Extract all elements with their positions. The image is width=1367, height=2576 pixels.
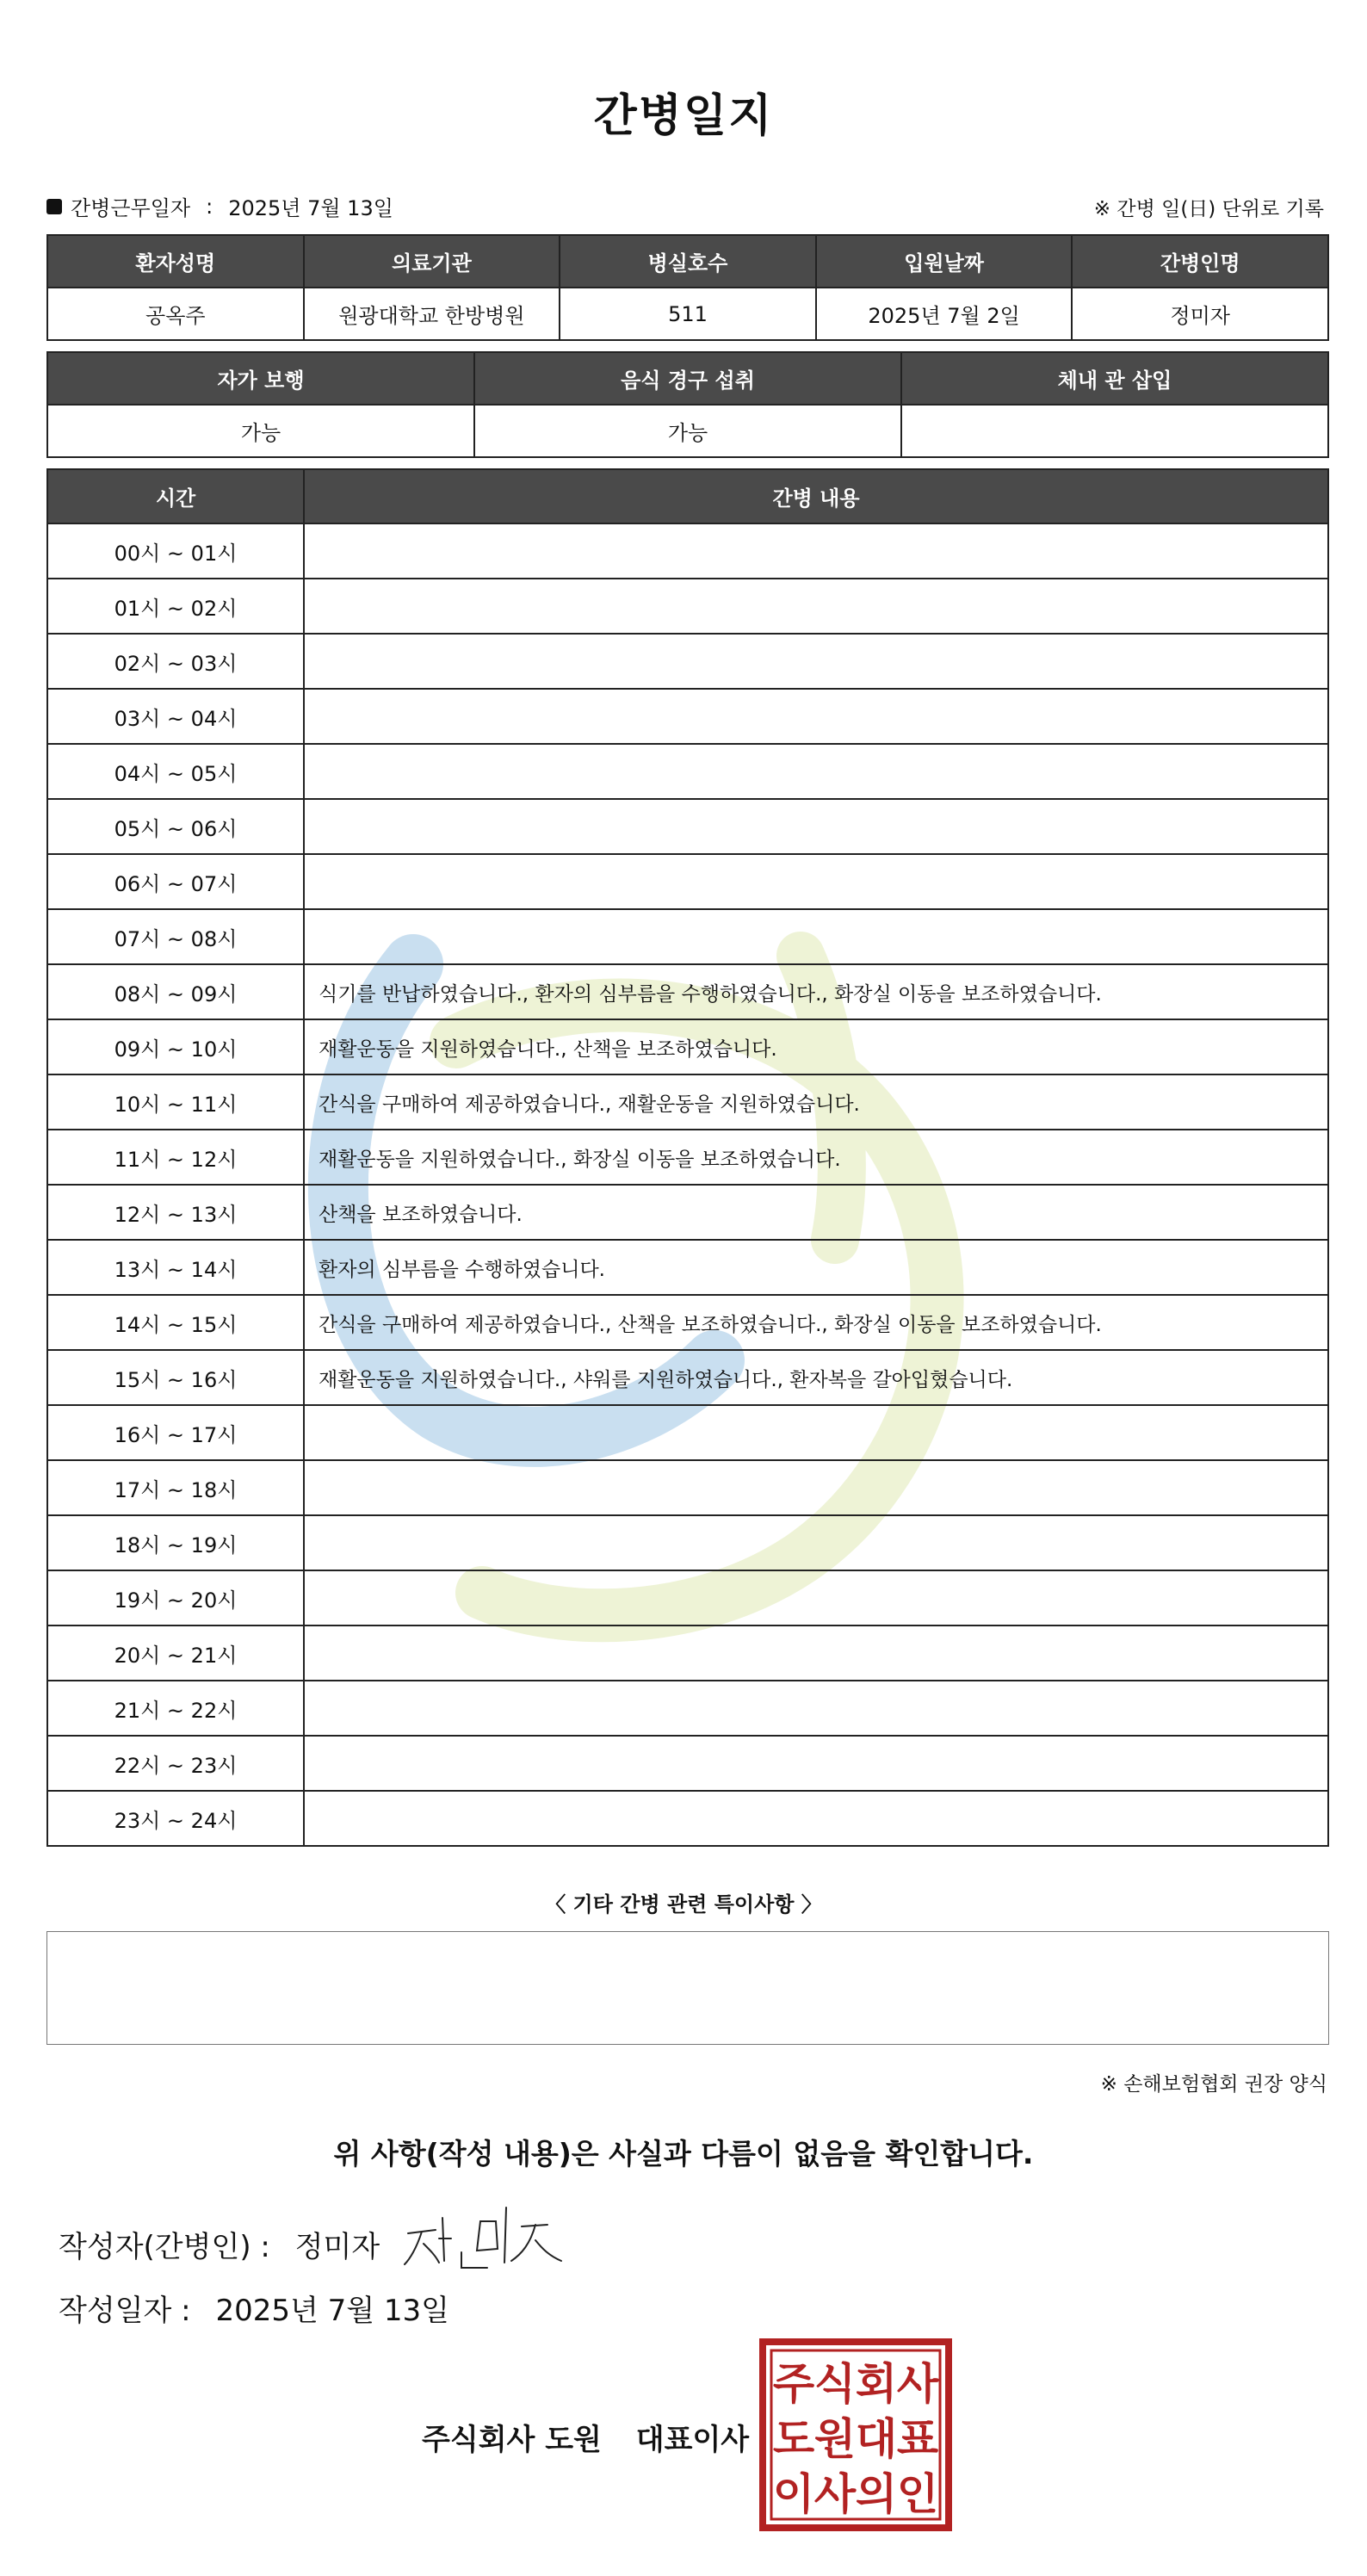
care-content xyxy=(304,1681,1328,1736)
care-content xyxy=(304,579,1328,634)
seal-character: 이 xyxy=(772,2469,815,2519)
company-title: 대표이사 xyxy=(635,2423,750,2457)
time-slot: 21시 ~ 22시 xyxy=(47,1681,304,1736)
care-content: 식기를 반납하였습니다., 환자의 심부름을 수행하였습니다., 화장실 이동을 보조하였습니다. xyxy=(304,964,1328,1019)
caregiver-name: 정미자 xyxy=(1072,288,1328,340)
care-content: 재활운동을 지원하였습니다., 화장실 이동을 보조하였습니다. xyxy=(304,1130,1328,1185)
time-slot: 16시 ~ 17시 xyxy=(47,1405,304,1460)
care-content xyxy=(304,1515,1328,1570)
header-self-walking: 자가 보행 xyxy=(47,352,474,405)
table-row xyxy=(47,1681,1328,1736)
header-patient-name: 환자성명 xyxy=(47,235,304,288)
table-row xyxy=(47,1625,1328,1681)
time-slot: 00시 ~ 01시 xyxy=(47,523,304,579)
care-content xyxy=(304,909,1328,964)
care-content: 간식을 구매하여 제공하였습니다., 재활운동을 지원하였습니다. xyxy=(304,1074,1328,1130)
table-row xyxy=(47,744,1328,799)
work-date-label: 간병근무일자 xyxy=(71,196,191,220)
seal-character: 도 xyxy=(772,2414,815,2464)
table-row xyxy=(47,634,1328,689)
write-date-label: 작성일자 : xyxy=(59,2294,191,2328)
time-slot: 07시 ~ 08시 xyxy=(47,909,304,964)
time-slot: 13시 ~ 14시 xyxy=(47,1240,304,1295)
time-slot: 05시 ~ 06시 xyxy=(47,799,304,854)
seal-character: 인 xyxy=(896,2469,939,2519)
header-tube-insertion: 체내 관 삽입 xyxy=(901,352,1328,405)
handwritten-signature xyxy=(401,2201,565,2278)
care-log-table xyxy=(46,468,1329,1847)
oral-intake-value: 가능 xyxy=(474,405,901,457)
time-slot: 20시 ~ 21시 xyxy=(47,1625,304,1681)
time-slot: 06시 ~ 07시 xyxy=(47,854,304,909)
table-row xyxy=(47,523,1328,579)
care-content: 환자의 심부름을 수행하였습니다. xyxy=(304,1240,1328,1295)
write-date-value: 2025년 7월 13일 xyxy=(215,2294,450,2328)
patient-status-table xyxy=(46,351,1329,458)
care-content xyxy=(304,1791,1328,1846)
seal-character: 회 xyxy=(855,2359,898,2409)
time-slot: 18시 ~ 19시 xyxy=(47,1515,304,1570)
table-row xyxy=(47,1350,1328,1405)
time-slot: 19시 ~ 20시 xyxy=(47,1570,304,1625)
time-slot: 22시 ~ 23시 xyxy=(47,1736,304,1791)
header-care-content: 간병 내용 xyxy=(304,469,1328,523)
care-content xyxy=(304,634,1328,689)
seal-character: 사 xyxy=(896,2359,939,2409)
self-walking-value: 가능 xyxy=(47,405,474,457)
square-bullet-icon xyxy=(46,199,62,214)
time-slot: 04시 ~ 05시 xyxy=(47,744,304,799)
care-content xyxy=(304,1570,1328,1625)
header-room: 병실호수 xyxy=(560,235,816,288)
header-hospital: 의료기관 xyxy=(304,235,560,288)
table-row xyxy=(47,799,1328,854)
care-content xyxy=(304,799,1328,854)
table-row xyxy=(47,1240,1328,1295)
room-number: 511 xyxy=(560,288,816,340)
care-log-rows xyxy=(47,523,1328,1846)
care-content: 재활운동을 지원하였습니다., 산책을 보조하였습니다. xyxy=(304,1019,1328,1074)
seal-character: 주 xyxy=(772,2359,815,2409)
patient-info-table xyxy=(46,234,1329,341)
care-content: 산책을 보조하였습니다. xyxy=(304,1185,1328,1240)
header-admission-date: 입원날짜 xyxy=(816,235,1073,288)
care-content xyxy=(304,1736,1328,1791)
seal-character: 사 xyxy=(813,2469,857,2519)
time-slot: 08시 ~ 09시 xyxy=(47,964,304,1019)
table-row xyxy=(47,964,1328,1019)
hospital-name: 원광대학교 한방병원 xyxy=(304,288,560,340)
seal-character: 표 xyxy=(896,2414,939,2464)
association-note: ※ 손해보험협회 권장 양식 xyxy=(1100,2073,1327,2096)
time-slot: 12시 ~ 13시 xyxy=(47,1185,304,1240)
table-row xyxy=(47,689,1328,744)
confirmation-statement: 위 사항(작성 내용)은 사실과 다름이 없음을 확인합니다. xyxy=(333,2137,1034,2170)
company-seal-stamp xyxy=(758,2337,954,2533)
time-slot: 14시 ~ 15시 xyxy=(47,1295,304,1350)
writer-line xyxy=(59,2223,380,2265)
writer-name: 정미자 xyxy=(294,2230,380,2264)
care-content xyxy=(304,1405,1328,1460)
company-name: 주식회사 도원 xyxy=(422,2423,602,2457)
table-row xyxy=(47,1019,1328,1074)
work-date-value: 2025년 7월 13일 xyxy=(228,196,393,220)
seal-character: 식 xyxy=(813,2359,857,2409)
table-row xyxy=(47,579,1328,634)
table-row xyxy=(47,1074,1328,1130)
special-notes-box xyxy=(46,1931,1329,2045)
table-row xyxy=(47,1130,1328,1185)
seal-character: 대 xyxy=(855,2414,898,2464)
company-line xyxy=(422,2416,749,2458)
table-row xyxy=(47,1460,1328,1515)
time-slot: 11시 ~ 12시 xyxy=(47,1130,304,1185)
table-row xyxy=(47,1736,1328,1791)
table-row xyxy=(47,1570,1328,1625)
seal-character: 원 xyxy=(813,2414,857,2464)
care-content xyxy=(304,1625,1328,1681)
care-content xyxy=(304,854,1328,909)
write-date-line xyxy=(59,2287,449,2329)
work-date xyxy=(46,191,393,221)
care-content xyxy=(304,744,1328,799)
header-time: 시간 xyxy=(47,469,304,523)
table-row xyxy=(47,1791,1328,1846)
care-content: 재활운동을 지원하였습니다., 샤워를 지원하였습니다., 환자복을 갈아입혔습니다. xyxy=(304,1350,1328,1405)
table-row xyxy=(47,1515,1328,1570)
time-slot: 02시 ~ 03시 xyxy=(47,634,304,689)
time-slot: 03시 ~ 04시 xyxy=(47,689,304,744)
special-notes-title: 〈 기타 간병 관련 특이사항 〉 xyxy=(545,1892,822,1917)
table-row xyxy=(47,1405,1328,1460)
time-slot: 17시 ~ 18시 xyxy=(47,1460,304,1515)
daily-record-note: ※ 간병 일(日) 단위로 기록 xyxy=(1093,198,1324,220)
seal-character: 의 xyxy=(855,2469,898,2519)
time-slot: 23시 ~ 24시 xyxy=(47,1791,304,1846)
table-row xyxy=(47,909,1328,964)
table-row xyxy=(47,854,1328,909)
time-slot: 15시 ~ 16시 xyxy=(47,1350,304,1405)
care-content xyxy=(304,523,1328,579)
header-oral-intake: 음식 경구 섭취 xyxy=(474,352,901,405)
writer-label: 작성자(간병인) : xyxy=(59,2230,270,2264)
admission-date: 2025년 7월 2일 xyxy=(816,288,1073,340)
table-row xyxy=(47,1185,1328,1240)
work-date-separator: : xyxy=(206,194,213,219)
tube-insertion-value xyxy=(901,405,1328,457)
care-content xyxy=(304,1460,1328,1515)
patient-name: 공옥주 xyxy=(47,288,304,340)
time-slot: 09시 ~ 10시 xyxy=(47,1019,304,1074)
header-caregiver: 간병인명 xyxy=(1072,235,1328,288)
table-row xyxy=(47,1295,1328,1350)
time-slot: 01시 ~ 02시 xyxy=(47,579,304,634)
care-content: 간식을 구매하여 제공하였습니다., 산책을 보조하였습니다., 화장실 이동을 보조하였습니다. xyxy=(304,1295,1328,1350)
time-slot: 10시 ~ 11시 xyxy=(47,1074,304,1130)
page-title: 간병일지 xyxy=(593,90,774,142)
care-content xyxy=(304,689,1328,744)
